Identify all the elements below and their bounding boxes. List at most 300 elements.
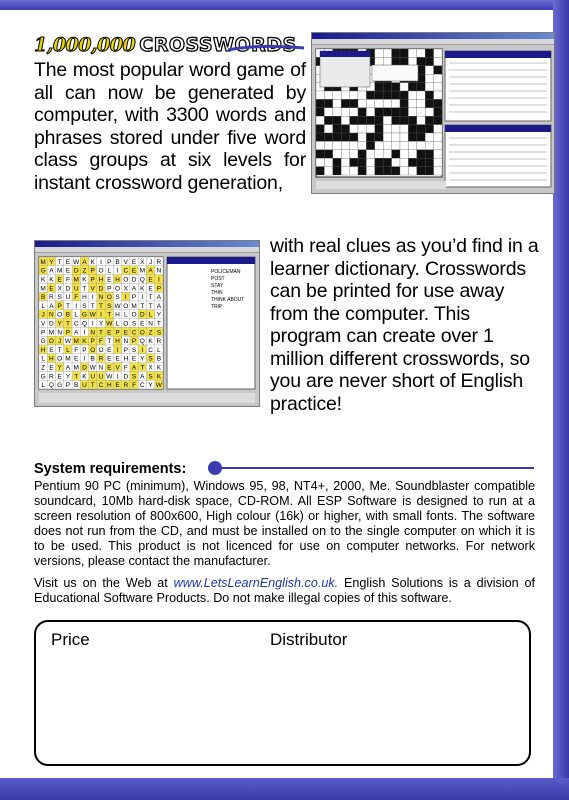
- crossword-cell: [392, 83, 400, 91]
- wordsearch-letter: C: [123, 267, 129, 275]
- wordsearch-letter: I: [124, 294, 127, 302]
- crossword-cell: [350, 141, 358, 149]
- wordsearch-letter: L: [123, 311, 128, 319]
- crossword-cell: [383, 158, 391, 166]
- web-paragraph: [34, 576, 535, 606]
- crossword-cell: [400, 99, 408, 107]
- crossword-cell: [324, 91, 332, 99]
- wordsearch-letter: H: [115, 276, 120, 284]
- wordsearch-letter: C: [131, 329, 137, 337]
- crossword-cell: [341, 133, 349, 141]
- wordsearch-letter: V: [123, 258, 128, 266]
- crossword-cell: [408, 150, 416, 158]
- crossword-cell: [425, 125, 433, 133]
- wordsearch-letter: Q: [48, 382, 54, 390]
- wordsearch-letter: R: [156, 338, 162, 346]
- crossword-cell: [383, 57, 391, 65]
- crossword-cell: [333, 167, 341, 175]
- wordsearch-letter: J: [148, 258, 153, 266]
- wordsearch-letter: G: [81, 311, 87, 319]
- wordsearch-letter: L: [115, 320, 120, 328]
- crossword-cell: [392, 167, 400, 175]
- crossword-cell: [383, 167, 391, 175]
- crossword-cell: [434, 49, 442, 57]
- wordsearch-letter: P: [82, 346, 87, 354]
- crossword-cell: [383, 141, 391, 149]
- wordsearch-letter: T: [107, 311, 112, 319]
- crossword-cell: [400, 49, 408, 57]
- crossword-cell: [392, 141, 400, 149]
- wordsearch-letter: I: [141, 294, 144, 302]
- crossword-cell: [425, 99, 433, 107]
- crossword-cell: [366, 158, 374, 166]
- wordsearch-letter: Q: [139, 338, 145, 346]
- crossword-cell: [425, 66, 433, 74]
- wordsearch-letter: B: [65, 311, 71, 319]
- wordsearch-letter: J: [41, 311, 45, 319]
- wordsearch-letter: E: [107, 276, 112, 284]
- wordsearch-letter: E: [107, 346, 112, 354]
- wordsearch-letter: A: [65, 364, 71, 372]
- crossword-cell: [383, 91, 391, 99]
- wordsearch-letter: N: [123, 338, 129, 346]
- wordsearch-letter: S: [131, 346, 137, 354]
- wordsearch-letter: C: [73, 320, 79, 328]
- crossword-cell: [417, 141, 425, 149]
- wordsearch-letter: A: [49, 267, 54, 275]
- system-requirements-heading: System requirements:: [34, 461, 187, 477]
- crossword-cell: [316, 125, 324, 133]
- wordsearch-grid-image: [35, 253, 259, 407]
- crossword-cell: [366, 99, 374, 107]
- wordsearch-letter: A: [49, 302, 54, 310]
- wordsearch-letter: P: [40, 329, 46, 337]
- crossword-cell: [341, 150, 349, 158]
- crossword-cell: [417, 116, 425, 124]
- wordsearch-letter: E: [107, 355, 112, 363]
- wordsearch-letter: K: [82, 338, 87, 346]
- distributor-label: Distributor: [270, 630, 348, 649]
- crossword-cell: [417, 125, 425, 133]
- wordsearch-letter: E: [115, 382, 120, 390]
- wordsearch-letter: K: [156, 373, 162, 381]
- crossword-cell: [324, 108, 332, 116]
- crossword-cell: [400, 167, 408, 175]
- wordsearch-letter: S: [148, 355, 153, 363]
- crossword-cell: [425, 83, 433, 91]
- wordsearch-letter: R: [49, 373, 54, 381]
- crossword-cell: [366, 167, 374, 175]
- system-requirements-text: Pentium 90 PC (minimum), Windows 95, 98, NT4+, 2000, Me. Soundblaster compatible soundcard, 10Mb hard-disk space, CD-ROM. All ESP Software is designed to run at a screen resolution of 800x600, High colour (16k) or higher, with small fonts. The software does not run from the CD, and must be installed on to the single computer on which it is to be used. This product is not licenced for use on computer networks. For network versions, please contact the manufacturer.: [34, 479, 535, 568]
- wordsearch-letter: M: [65, 355, 71, 363]
- wordsearch-letter: T: [107, 338, 112, 346]
- wordsearch-letter: S: [82, 302, 87, 310]
- crossword-cell: [434, 57, 442, 65]
- wordsearch-letter: G: [40, 373, 46, 381]
- wordsearch-letter: G: [40, 267, 46, 275]
- wordsearch-letter: H: [40, 346, 46, 354]
- crossword-cell: [366, 150, 374, 158]
- wordsearch-letter: A: [74, 329, 79, 337]
- crossword-cell: [392, 108, 400, 116]
- crossword-cell: [408, 91, 416, 99]
- wordsearch-letter: T: [148, 302, 153, 310]
- wordsearch-letter: E: [131, 355, 137, 363]
- wordsearch-letter: I: [83, 355, 86, 363]
- crossword-cell: [350, 133, 358, 141]
- wordsearch-screenshot: [34, 240, 260, 407]
- crossword-cell: [392, 91, 400, 99]
- crossword-cell: [417, 83, 425, 91]
- crossword-cell: [316, 141, 324, 149]
- wordsearch-letter: L: [148, 311, 153, 319]
- crossword-cell: [333, 99, 341, 107]
- crossword-cell: [358, 158, 366, 166]
- website-link[interactable]: www.LetsLearnEnglish.co.uk.: [173, 576, 339, 590]
- wordsearch-letter: D: [82, 364, 87, 372]
- crossword-cell: [425, 167, 433, 175]
- wordsearch-letter: N: [156, 267, 162, 275]
- crossword-cell: [375, 57, 383, 65]
- crossword-cell: [400, 108, 408, 116]
- wordsearch-letter: H: [49, 355, 54, 363]
- wordsearch-letter: W: [89, 311, 96, 319]
- crossword-cell: [358, 133, 366, 141]
- wordsearch-letter: E: [107, 329, 112, 337]
- wordsearch-letter: K: [90, 258, 95, 266]
- crossword-cell: [434, 66, 442, 74]
- crossword-cell: [341, 141, 349, 149]
- wordsearch-letter: S: [148, 373, 153, 381]
- wordsearch-letter: S: [156, 329, 162, 337]
- wordsearch-letter: V: [40, 320, 46, 328]
- wordsearch-letter: E: [148, 276, 153, 284]
- crossword-cell: [316, 91, 324, 99]
- wordsearch-letter: P: [115, 329, 120, 337]
- crossword-cell: [375, 133, 383, 141]
- wordsearch-letter: N: [49, 311, 54, 319]
- wordsearch-letter: G: [57, 382, 63, 390]
- wordsearch-letter: T: [140, 302, 145, 310]
- wordsearch-letter: M: [40, 285, 46, 293]
- wordsearch-letter: N: [148, 320, 153, 328]
- crossword-cell: [333, 150, 341, 158]
- crossword-cell: [434, 116, 442, 124]
- wordsearch-letter: F: [65, 276, 70, 284]
- wordsearch-letter: P: [65, 382, 71, 390]
- wordsearch-letter: T: [90, 302, 95, 310]
- crossword-cell: [375, 167, 383, 175]
- crossword-cell: [392, 133, 400, 141]
- wordsearch-letter: T: [90, 382, 95, 390]
- crossword-cell: [316, 167, 324, 175]
- crossword-cell: [324, 158, 332, 166]
- crossword-cell: [425, 158, 433, 166]
- wordsearch-letter: O: [106, 294, 112, 302]
- crossword-cell: [341, 116, 349, 124]
- crossword-cell: [358, 150, 366, 158]
- wordsearch-letter: E: [131, 258, 137, 266]
- wordsearch-letter: T: [99, 329, 103, 337]
- wordsearch-letter: P: [156, 285, 162, 293]
- crossword-cell: [408, 108, 416, 116]
- crossword-cell: [417, 158, 425, 166]
- wordsearch-letter: I: [116, 267, 119, 275]
- wordsearch-word: STAY: [211, 283, 224, 289]
- wordsearch-letter: E: [65, 258, 71, 266]
- wordsearch-letter: Y: [49, 258, 54, 266]
- wordsearch-letter: X: [148, 364, 153, 372]
- wordsearch-letter: D: [49, 320, 54, 328]
- wordsearch-word: THIN: [211, 290, 223, 296]
- wordsearch-letter: N: [98, 294, 104, 302]
- wordsearch-letter: T: [74, 373, 79, 381]
- wordsearch-letter: H: [106, 382, 112, 390]
- crossword-cell: [366, 91, 374, 99]
- crossword-cell: [383, 125, 391, 133]
- crossword-cell: [350, 167, 358, 175]
- wordsearch-letter: U: [82, 382, 87, 390]
- wordsearch-letter: P: [107, 285, 112, 293]
- wordsearch-letter: O: [57, 311, 63, 319]
- wordsearch-letter: L: [41, 302, 45, 310]
- wordsearch-letter: S: [131, 320, 137, 328]
- crossword-cell: [350, 91, 358, 99]
- crossword-cell: [324, 125, 332, 133]
- crossword-cell: [408, 57, 416, 65]
- crossword-screenshot: [311, 32, 555, 194]
- crossword-cell: [350, 150, 358, 158]
- wordsearch-letter: D: [65, 285, 71, 293]
- wordsearch-letter: Y: [65, 373, 71, 381]
- wordsearch-letter: Y: [140, 355, 145, 363]
- wordsearch-letter: L: [41, 355, 45, 363]
- top-band: [0, 0, 569, 10]
- wordsearch-letter: I: [75, 302, 78, 310]
- wordsearch-letter: F: [123, 364, 128, 372]
- wordsearch-letter: U: [98, 373, 104, 381]
- wordsearch-letter: N: [98, 364, 104, 372]
- wordsearch-letter: O: [139, 329, 145, 337]
- crossword-cell: [316, 116, 324, 124]
- crossword-cell: [417, 91, 425, 99]
- crossword-cell: [324, 141, 332, 149]
- wordsearch-letter: W: [64, 338, 72, 346]
- crossword-cell: [434, 83, 442, 91]
- wordsearch-letter: D: [73, 267, 79, 275]
- bottom-band: [0, 778, 569, 800]
- crossword-cell: [366, 116, 374, 124]
- wordsearch-letter: E: [115, 355, 120, 363]
- wordsearch-letter: A: [148, 267, 153, 275]
- wordsearch-word: TRIP: [211, 304, 223, 310]
- crossword-cell: [400, 133, 408, 141]
- wordsearch-letter: I: [157, 276, 160, 284]
- crossword-cell: [358, 91, 366, 99]
- wordsearch-letter: Z: [41, 364, 46, 372]
- crossword-cell: [375, 150, 383, 158]
- crossword-cell: [383, 49, 391, 57]
- wordsearch-letter: F: [132, 382, 137, 390]
- wordsearch-letter: O: [90, 346, 96, 354]
- crossword-cell: [375, 83, 383, 91]
- wordsearch-letter: A: [131, 285, 137, 293]
- crossword-cell: [383, 83, 391, 91]
- crossword-cell: [333, 91, 341, 99]
- crossword-cell: [358, 116, 366, 124]
- wordsearch-letter: U: [65, 294, 71, 302]
- wordsearch-word: THINK ABOUT: [211, 297, 245, 303]
- wordsearch-letter: D: [131, 276, 137, 284]
- wordsearch-letter: O: [115, 285, 121, 293]
- wordsearch-letter: E: [49, 285, 54, 293]
- wordsearch-letter: N: [57, 329, 63, 337]
- wordsearch-letter: B: [115, 258, 120, 266]
- crossword-cell: [408, 99, 416, 107]
- wordsearch-letter: Z: [148, 329, 153, 337]
- web-prefix: Visit us on the Web at: [34, 576, 174, 590]
- wordsearch-letter: D: [123, 373, 129, 381]
- crossword-cell: [375, 49, 383, 57]
- crossword-cell: [324, 99, 332, 107]
- wordsearch-letter: M: [73, 364, 79, 372]
- wordsearch-letter: Y: [156, 311, 162, 319]
- wordsearch-letter: W: [106, 373, 113, 381]
- crossword-cell: [375, 116, 383, 124]
- crossword-cell: [324, 116, 332, 124]
- crossword-cell: [400, 116, 408, 124]
- crossword-cell: [392, 99, 400, 107]
- crossword-cell: [383, 116, 391, 124]
- crossword-cell: [425, 141, 433, 149]
- wordsearch-letter: H: [115, 338, 120, 346]
- wordsearch-letter: E: [74, 355, 79, 363]
- wordsearch-letter: S: [57, 294, 62, 302]
- crossword-cell: [316, 158, 324, 166]
- wordsearch-letter: S: [115, 294, 120, 302]
- wordsearch-letter: V: [90, 285, 95, 293]
- wordsearch-letter: T: [65, 320, 70, 328]
- crossword-cell: [341, 108, 349, 116]
- crossword-cell: [434, 158, 442, 166]
- wordsearch-letter: V: [115, 364, 120, 372]
- crossword-cell: [392, 49, 400, 57]
- wordsearch-letter: B: [40, 294, 46, 302]
- crossword-cell: [392, 158, 400, 166]
- wordsearch-letter: I: [100, 311, 102, 319]
- crossword-cell: [434, 125, 442, 133]
- crossword-cell: [366, 141, 374, 149]
- web-suffix: English Solutions is a division of Educational Software Products. Do not make illegal copies of this software.: [34, 576, 535, 605]
- wordsearch-letter: P: [123, 346, 128, 354]
- crossword-cell: [341, 125, 349, 133]
- crossword-cell: [366, 125, 374, 133]
- crossword-cell: [425, 116, 433, 124]
- wordsearch-letter: O: [98, 346, 104, 354]
- wordsearch-letter: A: [156, 294, 162, 302]
- crossword-cell: [408, 141, 416, 149]
- crossword-cell: [408, 116, 416, 124]
- wordsearch-letter: E: [57, 373, 62, 381]
- wordsearch-letter: X: [140, 258, 145, 266]
- wordsearch-letter: P: [90, 276, 95, 284]
- crossword-cell: [392, 125, 400, 133]
- wordsearch-letter: I: [91, 294, 94, 302]
- wordsearch-letter: U: [90, 373, 96, 381]
- crossword-cell: [417, 99, 425, 107]
- wordsearch-letter: O: [131, 311, 137, 319]
- crossword-cell: [392, 150, 400, 158]
- wordsearch-letter: I: [100, 258, 102, 266]
- crossword-cell: [434, 167, 442, 175]
- intro-paragraph-2: with real clues as you’d find in a learner dictionary. Crosswords can be printed for use away from the computer. This program can create over 1 million different crosswords, so you are never short of English practice!: [270, 235, 539, 415]
- crossword-cell: [400, 125, 408, 133]
- wordsearch-letter: K: [156, 364, 162, 372]
- crossword-cell: [425, 133, 433, 141]
- crossword-cell: [333, 133, 341, 141]
- wordsearch-letter: T: [57, 346, 62, 354]
- intro-paragraph: The most popular word game of all can now be generated by computer, with 3300 words and phrases stored under five word class groups at six levels for instant crossword generation,: [34, 59, 306, 194]
- crossword-cell: [316, 99, 324, 107]
- crossword-cell: [375, 125, 383, 133]
- crossword-cell: [383, 108, 391, 116]
- wordsearch-letter: K: [82, 276, 87, 284]
- wordsearch-letter: L: [157, 346, 161, 354]
- wordsearch-letter: T: [82, 285, 87, 293]
- wordsearch-word: POST: [211, 276, 225, 282]
- wordsearch-letter: Q: [139, 276, 145, 284]
- crossword-cell: [425, 108, 433, 116]
- wordsearch-letter: H: [82, 294, 87, 302]
- wordsearch-letter: I: [116, 346, 119, 354]
- crossword-cell: [375, 141, 383, 149]
- wordsearch-letter: E: [107, 364, 112, 372]
- crossword-cell: [408, 167, 416, 175]
- wordsearch-letter: M: [73, 276, 79, 284]
- wordsearch-letter: P: [131, 338, 137, 346]
- crossword-cell: [324, 167, 332, 175]
- wordsearch-letter: H: [123, 355, 129, 363]
- crossword-cell: [350, 99, 358, 107]
- crossword-cell: [425, 91, 433, 99]
- right-band: [553, 0, 569, 800]
- wordsearch-letter: F: [74, 294, 79, 302]
- wordsearch-letter: W: [106, 320, 113, 328]
- wordsearch-letter: K: [140, 285, 145, 293]
- wordsearch-letter: T: [99, 302, 103, 310]
- crossword-cell: [333, 125, 341, 133]
- crossword-cell: [350, 158, 358, 166]
- crossword-grid-image: [312, 45, 554, 193]
- crossword-cell: [383, 133, 391, 141]
- wordsearch-letter: T: [148, 294, 153, 302]
- wordsearch-letter: E: [49, 364, 54, 372]
- crossword-cell: [400, 141, 408, 149]
- wordsearch-letter: W: [73, 258, 80, 266]
- wordsearch-letter: Y: [57, 364, 62, 372]
- crossword-cell: [341, 167, 349, 175]
- wordsearch-letter: M: [131, 302, 137, 310]
- crossword-cell: [425, 49, 433, 57]
- wordsearch-letter: L: [74, 311, 79, 319]
- wordsearch-letter: E: [140, 320, 145, 328]
- crossword-cell: [434, 150, 442, 158]
- crossword-cell: [400, 57, 408, 65]
- crossword-cell: [425, 57, 433, 65]
- wordsearch-letter: A: [140, 373, 145, 381]
- crossword-cell: [341, 91, 349, 99]
- crossword-cell: [375, 108, 383, 116]
